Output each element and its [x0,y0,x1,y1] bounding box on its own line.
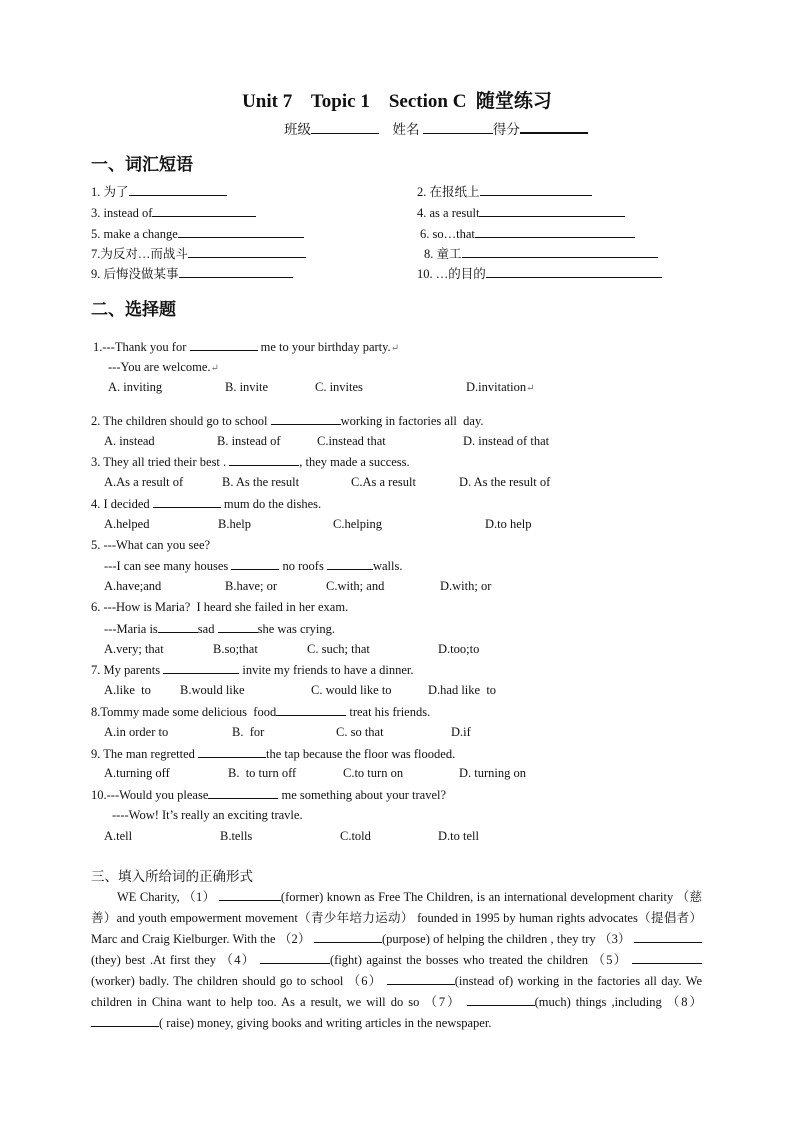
q5-option-a[interactable]: A.have;and [104,579,162,593]
answer-blank[interactable] [163,661,239,674]
question-6-reply: ---Maria is sad she was crying. [104,622,336,636]
vocab-item-4: 4. as a result [417,204,625,221]
fill-heading: 三、填入所给词的正确形式 [91,869,253,885]
answer-blank[interactable] [153,495,221,508]
question-3: 3. They all tried their best . , they made a success. [91,455,410,469]
page-title: Unit 7 Topic 1 Section C 随堂练习 [242,91,552,112]
q9-option-a[interactable]: A.turning off [104,766,170,780]
vocab-item-2: 2. 在报纸上 [417,183,592,200]
fill-blank-5[interactable] [632,951,702,964]
choice-heading: 二、选择题 [91,300,176,320]
question-4: 4. I decided mum do the dishes. [91,497,322,511]
return-mark-icon: ↵ [390,343,400,354]
question-8: 8.Tommy made some delicious food treat his friends. [91,705,431,719]
q6-option-d[interactable]: D.too;to [438,642,480,656]
vocab-blank[interactable] [479,204,625,217]
q4-option-a[interactable]: A.helped [104,517,150,531]
vocab-item-8: 8. 童工 [424,245,658,262]
q3-option-a[interactable]: A.As a result of [104,475,184,489]
question-7: 7. My parents invite my friends to have a dinner. [91,663,414,677]
fill-blank-1[interactable] [219,888,281,901]
answer-blank[interactable] [327,557,373,570]
q10-option-d[interactable]: D.to tell [438,829,479,843]
q2-option-c[interactable]: C.instead that [317,434,386,448]
vocab-blank[interactable] [475,225,635,238]
answer-blank[interactable] [158,620,198,633]
q2-option-a[interactable]: A. instead [104,434,155,448]
answer-blank[interactable] [218,620,258,633]
q3-option-c[interactable]: C.As a result [351,475,416,489]
question-1: 1.---Thank you for me to your birthday party.↵ [93,340,400,354]
q1-option-b[interactable]: B. invite [225,380,269,394]
q9-option-d[interactable]: D. turning on [459,766,527,780]
q4-option-b[interactable]: B.help [218,517,251,531]
q7-option-a[interactable]: A.like to [104,683,151,697]
answer-blank[interactable] [208,786,278,799]
answer-blank[interactable] [229,453,299,466]
vocab-blank[interactable] [462,245,658,258]
vocab-item-3: 3. instead of [91,204,256,221]
q8-option-c[interactable]: C. so that [336,725,384,739]
q9-option-b[interactable]: B. to turn off [228,766,297,780]
q10-option-c[interactable]: C.told [340,829,371,843]
vocab-blank[interactable] [480,183,592,196]
vocab-item-10: 10. …的目的 [417,265,662,282]
answer-blank[interactable] [190,338,258,351]
vocab-item-7: 7.为反对…而战斗 [91,245,306,262]
q8-option-b[interactable]: B. for [232,725,265,739]
class-blank[interactable] [311,121,379,134]
vocab-item-5: 5. make a change [91,225,304,242]
question-9: 9. The man regretted the tap because the floor was flooded. [91,747,456,761]
question-1-reply: ---You are welcome.↵ [108,360,219,374]
vocab-item-1: 1. 为了 [91,183,227,200]
vocab-blank[interactable] [152,204,256,217]
q3-option-b[interactable]: B. As the result [222,475,300,489]
answer-blank[interactable] [276,703,346,716]
q10-option-b[interactable]: B.tells [220,829,253,843]
q2-option-d[interactable]: D. instead of that [463,434,550,448]
q6-option-c[interactable]: C. such; that [307,642,370,656]
q5-option-b[interactable]: B.have; or [225,579,278,593]
answer-blank[interactable] [271,412,341,425]
question-5: 5. ---What can you see? [91,538,211,552]
q1-option-c[interactable]: C. invites [315,380,363,394]
question-5-reply: ---I can see many houses no roofs walls. [104,559,403,573]
name-blank[interactable] [423,121,493,134]
q6-option-a[interactable]: A.very; that [104,642,164,656]
vocab-blank[interactable] [486,265,662,278]
q1-option-d[interactable]: D.invitation↵ [466,380,535,394]
vocab-blank[interactable] [179,265,293,278]
question-10-reply: ----Wow! It’s really an exciting travle. [112,808,303,822]
q1-option-a[interactable]: A. inviting [108,380,163,394]
student-info-row [284,120,588,138]
question-6: 6. ---How is Maria? I heard she failed in her exam. [91,600,349,614]
vocab-blank[interactable] [188,245,306,258]
q7-option-d[interactable]: D.had like to [428,683,497,697]
answer-blank[interactable] [231,557,279,570]
question-2: 2. The children should go to school working in factories all day. [91,414,484,428]
fill-blank-8[interactable] [91,1014,159,1027]
class-label: 班级 [284,122,311,137]
fill-blank-3[interactable] [634,930,702,943]
fill-paragraph: WE Charity, （1） (former) known as Free The Children, is an international development charity （慈善）and youth empowerment movement（青少年培力运动） founded in 1995 by human rights advocates（提倡者） Marc and Craig Kielburger. With the （2） (purpose) of helping the children , they try （3） (they) best .At first they （4） (fight) against the bosses who treated the children （5） (worker) badly. The children should go to school （6） (instead of) working in the factories all day. We children in China want to help too. As a result, we will do so （7） (much) things ,including （8） ( raise) money, giving books and writing articles in the newspaper. [91,890,703,1030]
q6-option-b[interactable]: B.so;that [213,642,258,656]
vocab-item-9: 9. 后悔没做某事 [91,265,293,282]
return-mark-icon: ↵ [210,363,219,374]
q7-option-b[interactable]: B.would like [180,683,245,697]
fill-blank-7[interactable] [467,993,535,1006]
q8-option-a[interactable]: A.in order to [104,725,169,739]
fill-blank-2[interactable] [314,930,382,943]
q4-option-c[interactable]: C.helping [333,517,382,531]
q3-option-d[interactable]: D. As the result of [459,475,551,489]
q10-option-a[interactable]: A.tell [104,829,133,843]
score-label: 得分 [492,122,520,137]
q4-option-d[interactable]: D.to help [485,517,532,531]
vocab-blank[interactable] [178,225,304,238]
q5-option-d[interactable]: D.with; or [440,579,492,593]
question-10: 10.---Would you please me something about your travel? [91,788,447,802]
q5-option-c[interactable]: C.with; and [326,579,385,593]
answer-blank[interactable] [198,745,266,758]
q7-option-c[interactable]: C. would like to [311,683,392,697]
q2-option-b[interactable]: B. instead of [217,434,281,448]
return-mark-icon: ↵ [526,383,535,394]
q8-option-d[interactable]: D.if [451,725,471,739]
vocab-heading: 一、词汇短语 [91,155,193,175]
fill-blank-6[interactable] [387,972,455,985]
fill-blank-4[interactable] [260,951,330,964]
score-blank[interactable] [520,120,588,134]
q9-option-c[interactable]: C.to turn on [343,766,404,780]
name-label: 姓名 [392,122,420,137]
vocab-blank[interactable] [129,183,227,196]
vocab-item-6: 6. so…that [420,225,635,242]
